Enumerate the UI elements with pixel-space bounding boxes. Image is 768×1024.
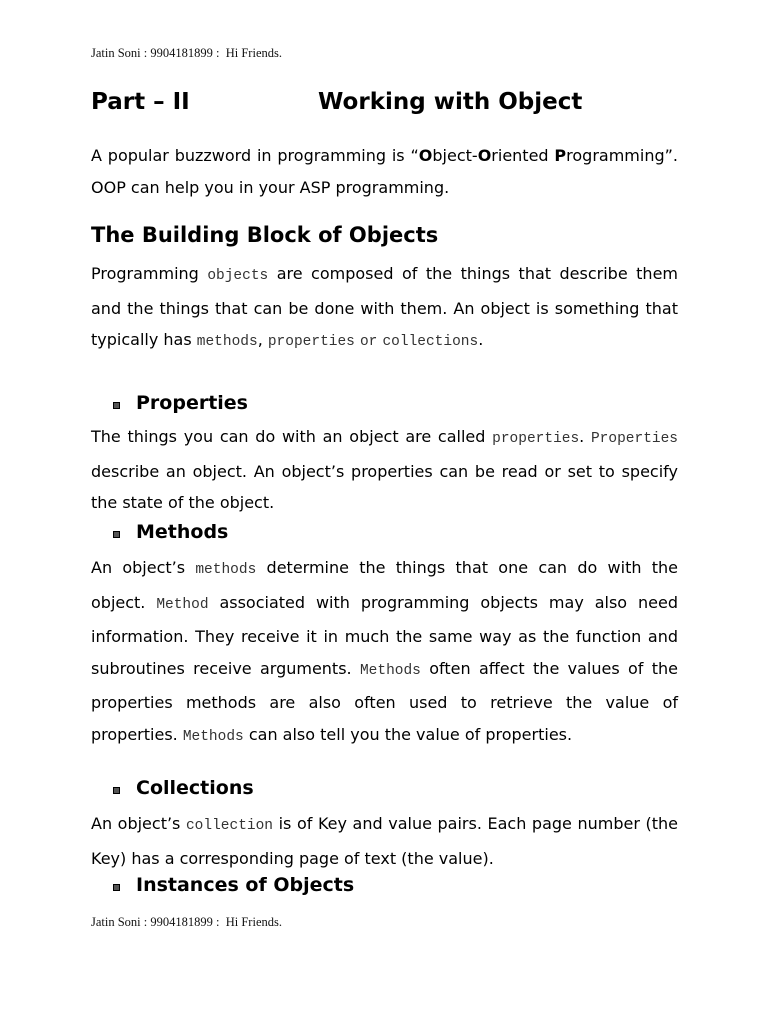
square-bullet-icon [113,787,120,794]
code-term: Methods [182,728,244,745]
intro-bold-letter: O [477,146,492,165]
properties-paragraph [91,421,678,519]
paragraph-text: determine the things that one can do with the object. [91,558,679,612]
paragraph-text: Programming [91,264,208,283]
paragraph-text: An object’s [91,558,196,577]
collections-paragraph [91,808,678,874]
methods-paragraph [91,552,678,753]
code-term: objects [207,268,269,284]
paragraph-text: can also tell you the value of properties. [243,724,573,744]
paragraph-text: describe an object. An object’s properties can be read or set to specify the state of the object. [91,461,678,512]
bullet-label: Properties [136,392,248,414]
paragraph-text: associated with programming objects may also need information. They receive it in much the same way as the function and subroutines receive arguments. [91,592,678,678]
code-term: Properties [590,431,678,447]
intro-text: bject- [432,146,478,165]
paragraph-text: often affect the values of the properties methods are also often used to retrieve the value of properties. [91,658,679,744]
code-term: methods [195,562,257,578]
intro-text: A popular buzzword in programming is “ [91,146,419,165]
building-block-heading: The Building Block of Objects [91,223,439,247]
paragraph-text: . [579,427,591,446]
paragraph-text: The things you can do with an object are called [91,427,493,446]
square-bullet-icon [113,531,120,538]
code-term: Method [156,596,209,613]
code-term: collection [185,818,273,834]
part-title: Working with Object [318,89,583,115]
building-block-paragraph [91,258,678,359]
intro-text: rogramming”. OOP can help you in your ASP programming. [91,146,678,197]
paragraph-text: An object’s [91,814,186,833]
paragraph-text: is of Key and value pairs. Each page number (the Key) has a corresponding page of text (the value). [91,814,678,868]
page-footer: Jatin Soni : 9904181899 : Hi Friends. [91,915,282,929]
bullet-label: Methods [136,521,229,543]
page-header: Jatin Soni : 9904181899 : Hi Friends. [91,46,282,60]
paragraph-text: are composed of the things that describe them and the things that can be done with them. An object is something that typically has [91,264,678,349]
code-term: methods [196,334,258,350]
square-bullet-icon [113,884,120,891]
part-heading [91,89,691,123]
intro-bold-letter: O [418,146,433,165]
intro-bold-letter: P [554,146,567,165]
intro-text: riented [491,146,555,165]
code-term: properties [492,431,580,447]
paragraph-text: . [478,330,484,349]
code-term: or [359,334,378,350]
bullet-label: Collections [136,777,254,799]
bullet-label: Instances of Objects [136,874,355,896]
part-number: Part – II [91,89,190,115]
square-bullet-icon [113,402,120,409]
paragraph-text: , [257,330,268,349]
intro-paragraph [91,140,678,203]
code-term: properties [267,334,355,350]
code-term: Methods [359,662,421,679]
code-term: collections [382,334,479,350]
